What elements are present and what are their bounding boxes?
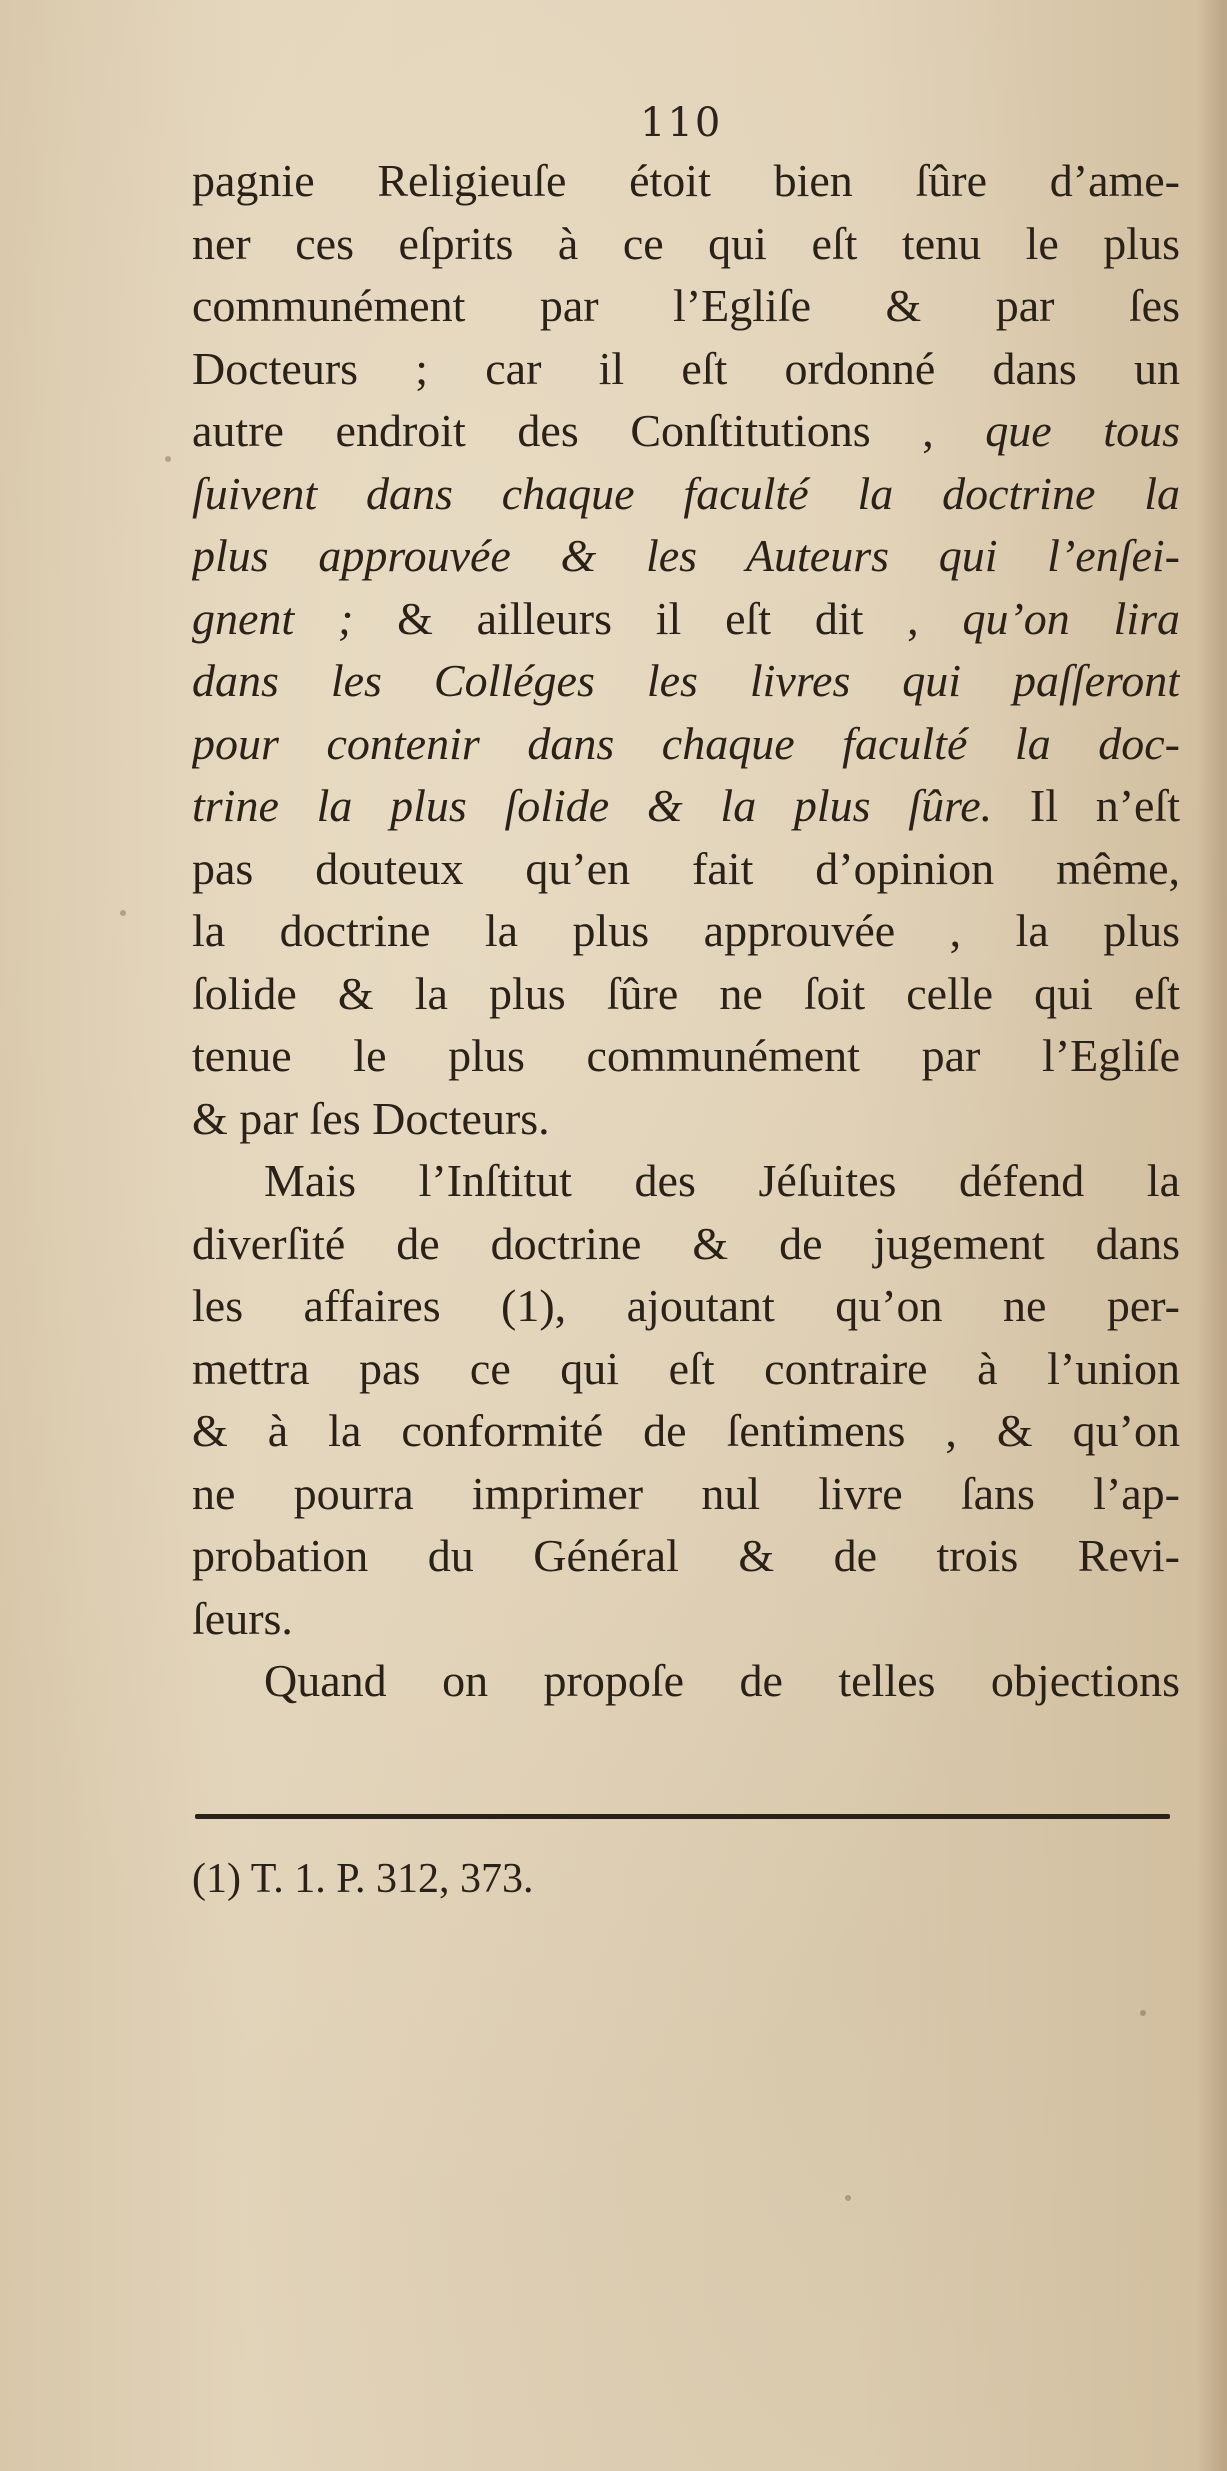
text-segment: & ailleurs il eſt dit , <box>397 592 963 644</box>
text-segment: Docteurs ; car il eſt ordonné dans un <box>192 342 1180 394</box>
italic-segment: dans les Colléges les livres qui paſſeront <box>192 655 1180 706</box>
text-line <box>192 1150 1180 1213</box>
paper-speck <box>845 2195 851 2201</box>
text-line <box>192 213 1180 276</box>
text-line <box>192 900 1180 963</box>
text-line <box>192 650 1180 713</box>
text-line <box>192 1588 1180 1651</box>
text-segment: ner ces eſprits à ce qui eſt tenu le plus <box>192 217 1180 269</box>
text-line <box>192 775 1180 838</box>
text-line <box>192 588 1180 651</box>
italic-segment: pour contenir dans chaque faculté la doc- <box>192 717 1180 769</box>
paper-speck <box>1140 2010 1146 2016</box>
text-line <box>192 1025 1180 1088</box>
paper-speck <box>165 456 171 462</box>
text-line <box>192 713 1180 776</box>
footnote: (1) T. 1. P. 312, 373. <box>192 1856 534 1902</box>
text-line <box>192 1463 1180 1526</box>
text-segment: Quand on propoſe de telles objections <box>264 1655 1180 1706</box>
text-line <box>192 1213 1180 1276</box>
text-segment: communément par l’Egliſe & par ſes <box>192 280 1180 331</box>
text-segment: ſeurs. <box>192 1592 293 1644</box>
text-line <box>192 150 1180 213</box>
text-segment: diverſité de doctrine & de jugement dans <box>192 1217 1180 1269</box>
text-segment: ſolide & la plus ſûre ne ſoit celle qui eſt <box>192 967 1180 1019</box>
italic-segment: ſuivent dans chaque faculté la doctrine la <box>192 467 1180 519</box>
text-line <box>192 1338 1180 1401</box>
body-text <box>192 150 1180 1713</box>
page-number: 110 <box>640 100 723 146</box>
text-segment: la doctrine la plus approuvée , la plus <box>192 905 1180 956</box>
text-line <box>192 400 1180 463</box>
text-segment: autre endroit des Conſtitutions , <box>192 405 986 456</box>
paper-speck <box>120 910 126 916</box>
text-segment: probation du Général & de trois Revi- <box>192 1530 1180 1581</box>
text-line <box>192 963 1180 1026</box>
footnote-rule <box>195 1814 1170 1819</box>
text-line <box>192 1275 1180 1338</box>
text-segment: Mais l’Inſtitut des Jéſuites défend la <box>264 1155 1180 1206</box>
text-line <box>192 1525 1180 1588</box>
text-segment: pas douteux qu’en fait d’opinion même, <box>192 842 1180 894</box>
text-line <box>192 338 1180 401</box>
text-segment: tenue le plus communément par l’Egliſe <box>192 1030 1180 1081</box>
text-segment: pagnie Religieuſe étoit bien ſûre d’ame- <box>192 155 1180 206</box>
text-segment: mettra pas ce qui eſt contraire à l’union <box>192 1342 1180 1394</box>
italic-segment: qu’on lira <box>962 592 1180 644</box>
text-line <box>192 1400 1180 1463</box>
text-line <box>192 463 1180 526</box>
italic-segment: gnent ; <box>192 592 398 644</box>
text-segment: les affaires (1), ajoutant qu’on ne per- <box>192 1280 1180 1331</box>
text-line <box>192 1650 1180 1713</box>
italic-segment: plus approuvée & les Auteurs qui l’enſei- <box>192 530 1180 581</box>
text-line <box>192 275 1180 338</box>
text-segment: ne pourra imprimer nul livre ſans l’ap- <box>192 1467 1180 1519</box>
page-edge-shadow <box>1197 0 1227 2471</box>
text-line <box>192 525 1180 588</box>
italic-segment: que tous <box>985 405 1180 456</box>
text-line <box>192 1088 1180 1151</box>
italic-segment: trine la plus ſolide & la plus ſûre. <box>192 780 1030 831</box>
text-line <box>192 838 1180 901</box>
text-segment: Il n’eſt <box>1029 780 1180 831</box>
text-segment: & à la conformité de ſentimens , & qu’on <box>192 1405 1180 1456</box>
text-segment: & par ſes Docteurs. <box>192 1092 550 1144</box>
